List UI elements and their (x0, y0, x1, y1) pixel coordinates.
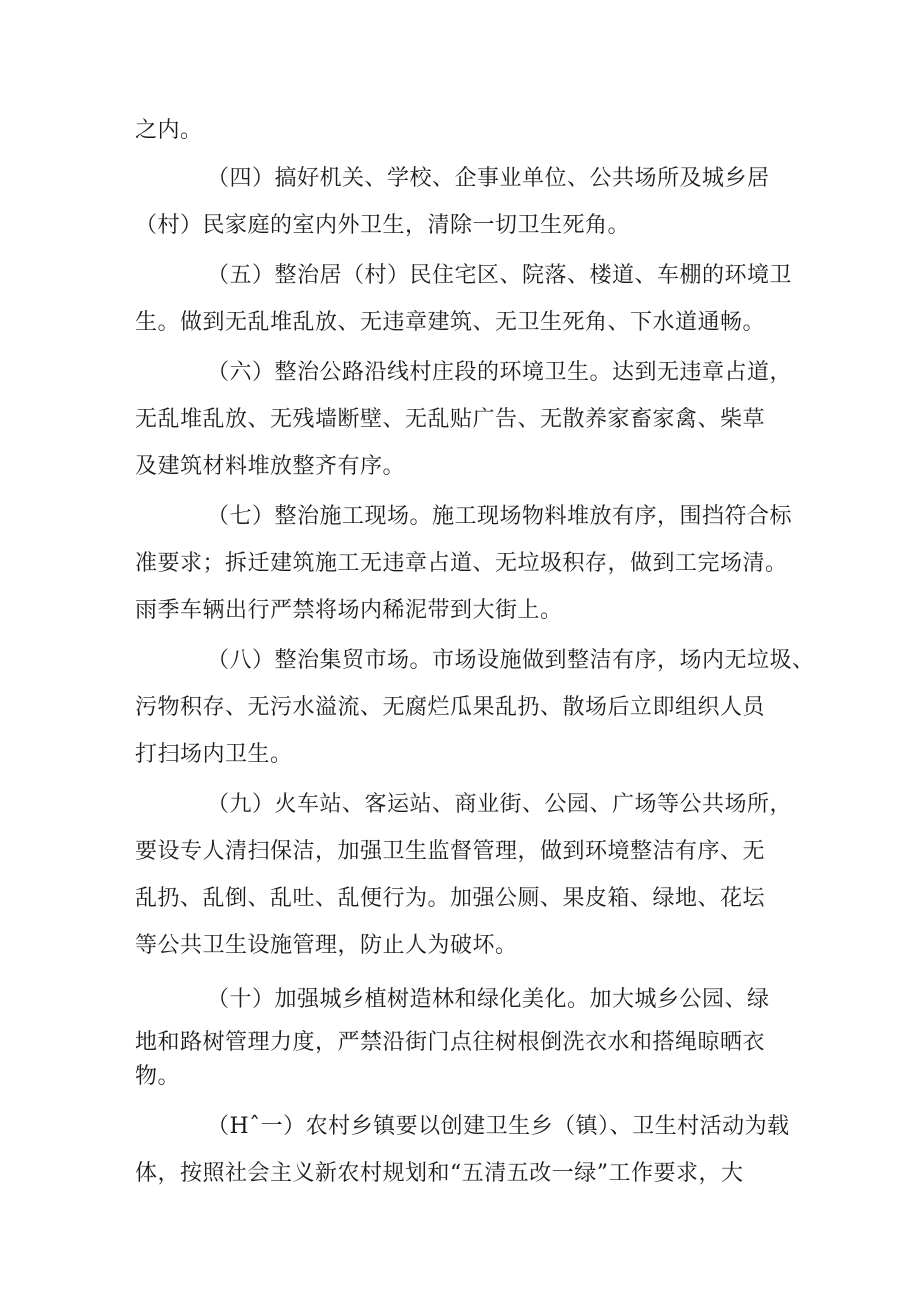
paragraph-6-line-3: 及建筑材料堆放整齐有序。 (135, 454, 406, 479)
paragraph-7-line-3: 雨季车辆出行严禁将场内稀泥带到大街上。 (135, 598, 563, 623)
paragraph-9-line-4: 等公共卫生设施管理，防止人为破坏。 (135, 933, 518, 958)
paragraph-8-line-3: 打扫场内卫生。 (135, 742, 293, 767)
paragraph-8-line-1: （八）整治集贸市场。市场设施做到整洁有序，场内无垃圾、 (207, 648, 815, 673)
paragraph-7-line-2: 准要求；拆迁建筑施工无违章占道、无垃圾积存，做到工完场清。 (135, 551, 788, 576)
paragraph-9-line-2: 要设专人清扫保洁，加强卫生监督管理，做到环境整洁有序、无 (135, 839, 766, 864)
paragraph-4-line-2: （村）民家庭的室内外卫生，清除一切卫生死角。 (135, 213, 631, 238)
paragraph-5-line-1: （五）整治居（村）民住宅区、院落、楼道、车棚的环境卫 (207, 263, 793, 288)
paragraph-9-line-1: （九）火车站、客运站、商业街、公园、广场等公共场所， (207, 792, 793, 817)
paragraph-5-line-2: 生。做到无乱堆乱放、无违章建筑、无卫生死角、下水道通畅。 (135, 310, 766, 335)
paragraph-11-line-1: （Hˆ一）农村乡镇要以创建卫生乡（镇）、卫生村活动为载 (207, 1114, 790, 1139)
paragraph-11-line-2: 体，按照社会主义新农村规划和“五清五改一绿”工作要求，大 (135, 1161, 744, 1186)
paragraph-8-line-2: 污物积存、无污水溢流、无腐烂瓜果乱扔、散场后立即组织人员 (135, 695, 766, 720)
paragraph-10-line-3: 物。 (135, 1064, 181, 1089)
paragraph-6-line-1: （六）整治公路沿线村庄段的环境卫生。达到无违章占道， (207, 360, 793, 385)
paragraph-9-line-3: 乱扔、乱倒、乱吐、乱便行为。加强公厕、果皮箱、绿地、花坛 (135, 886, 766, 911)
paragraph-7-line-1: （七）整治施工现场。施工现场物料堆放有序，围挡符合标 (207, 504, 793, 529)
paragraph-10-line-1: （十）加强城乡植树造林和绿化美化。加大城乡公园、绿 (207, 987, 770, 1012)
text-line: 之内。 (135, 118, 203, 143)
paragraph-4-line-1: （四）搞好机关、学校、企事业单位、公共场所及城乡居 (207, 166, 770, 191)
paragraph-6-line-2: 无乱堆乱放、无残墙断壁、无乱贴广告、无散养家畜家禽、柴草 (135, 407, 766, 432)
paragraph-10-line-2: 地和路树管理力度，严禁沿街门点往树根倒洗衣水和搭绳晾晒衣 (135, 1030, 766, 1055)
